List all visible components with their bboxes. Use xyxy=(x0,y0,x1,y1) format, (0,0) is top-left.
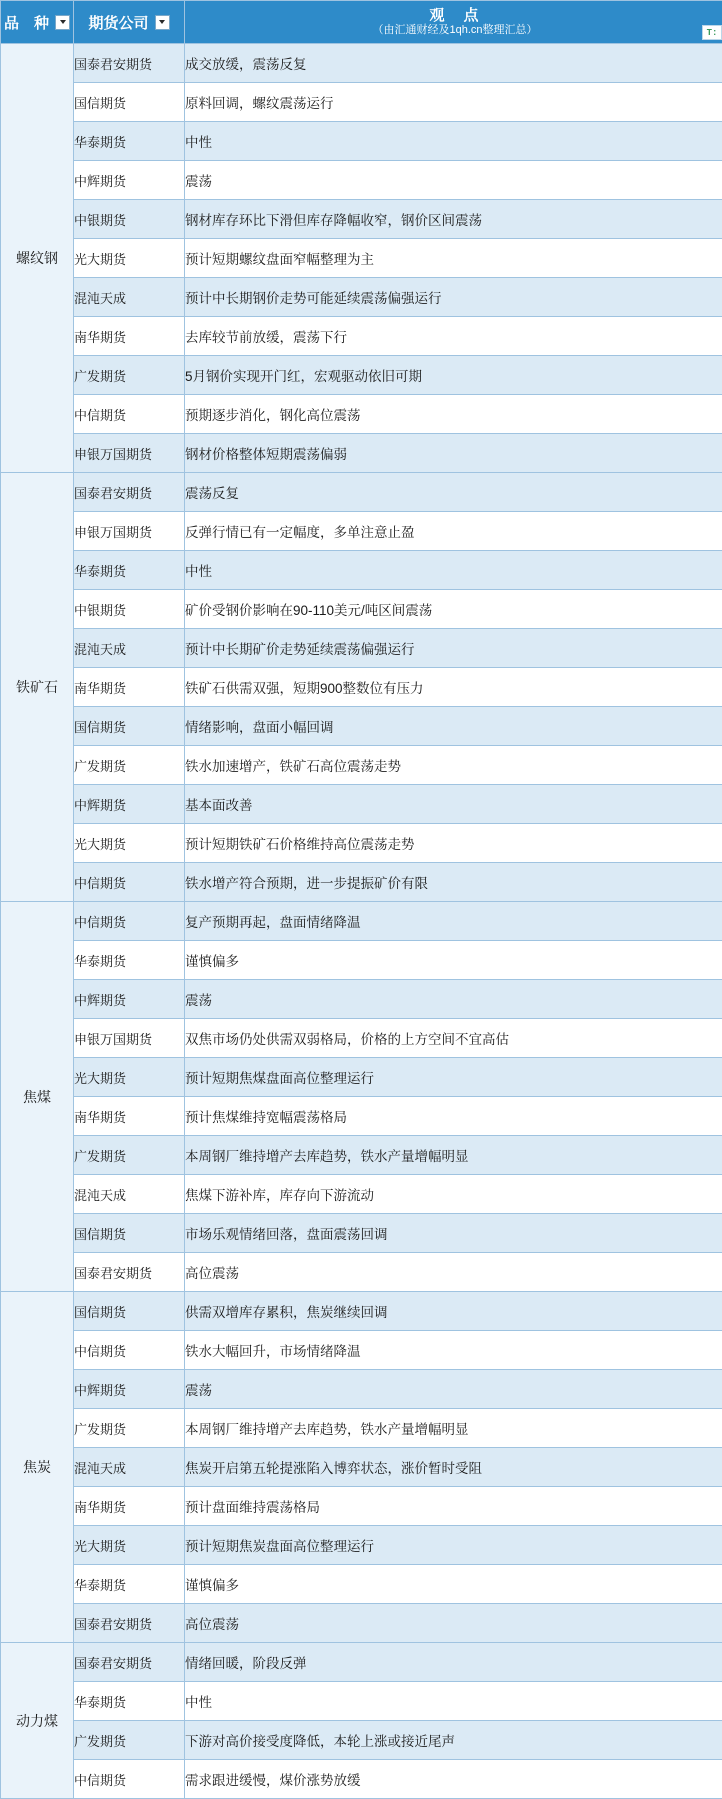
table-row xyxy=(1,122,722,161)
view-cell: 震荡 xyxy=(185,161,722,200)
table-row xyxy=(1,980,722,1019)
table-row xyxy=(1,1643,722,1682)
table-row xyxy=(1,1097,722,1136)
company-cell: 申银万国期货 xyxy=(74,434,185,473)
company-cell: 混沌天成 xyxy=(74,1448,185,1487)
view-cell: 震荡 xyxy=(185,1370,722,1409)
category-cell: 动力煤 xyxy=(1,1643,74,1799)
view-cell: 本周钢厂维持增产去库趋势，铁水产量增幅明显 xyxy=(185,1136,722,1175)
table-body xyxy=(1,44,722,1799)
view-cell: 预计中长期钢价走势可能延续震荡偏强运行 xyxy=(185,278,722,317)
category-cell: 焦煤 xyxy=(1,902,74,1292)
company-cell: 中辉期货 xyxy=(74,785,185,824)
view-cell: 复产预期再起，盘面情绪降温 xyxy=(185,902,722,941)
view-cell: 谨慎偏多 xyxy=(185,1565,722,1604)
table-row xyxy=(1,356,722,395)
header-company xyxy=(74,1,185,44)
view-cell: 震荡 xyxy=(185,980,722,1019)
view-cell: 焦炭开启第五轮提涨陷入博弈状态，涨价暂时受阻 xyxy=(185,1448,722,1487)
company-cell: 中银期货 xyxy=(74,590,185,629)
table-row xyxy=(1,278,722,317)
view-cell: 预计短期铁矿石价格维持高位震荡走势 xyxy=(185,824,722,863)
company-cell: 中信期货 xyxy=(74,863,185,902)
table-row xyxy=(1,863,722,902)
company-cell: 光大期货 xyxy=(74,1058,185,1097)
view-cell: 预计焦煤维持宽幅震荡格局 xyxy=(185,1097,722,1136)
table-row xyxy=(1,395,722,434)
company-cell: 国信期货 xyxy=(74,1292,185,1331)
company-cell: 广发期货 xyxy=(74,1136,185,1175)
table-row xyxy=(1,1526,722,1565)
company-cell: 国泰君安期货 xyxy=(74,44,185,83)
view-cell: 中性 xyxy=(185,122,722,161)
view-cell: 预计短期焦炭盘面高位整理运行 xyxy=(185,1526,722,1565)
company-cell: 南华期货 xyxy=(74,1487,185,1526)
view-cell: 中性 xyxy=(185,551,722,590)
company-cell: 华泰期货 xyxy=(74,122,185,161)
table-row xyxy=(1,629,722,668)
company-cell: 中信期货 xyxy=(74,395,185,434)
table-row xyxy=(1,1175,722,1214)
table-row xyxy=(1,1292,722,1331)
table-row xyxy=(1,239,722,278)
table-row xyxy=(1,746,722,785)
table-row xyxy=(1,668,722,707)
table-row xyxy=(1,1253,722,1292)
company-cell: 中信期货 xyxy=(74,1331,185,1370)
header-category xyxy=(1,1,74,44)
company-cell: 广发期货 xyxy=(74,746,185,785)
table-row xyxy=(1,83,722,122)
category-cell: 焦炭 xyxy=(1,1292,74,1643)
table-row xyxy=(1,512,722,551)
view-cell: 焦煤下游补库，库存向下游流动 xyxy=(185,1175,722,1214)
company-cell: 申银万国期货 xyxy=(74,512,185,551)
view-cell: 情绪影响，盘面小幅回调 xyxy=(185,707,722,746)
view-cell: 高位震荡 xyxy=(185,1604,722,1643)
view-cell: 原料回调，螺纹震荡运行 xyxy=(185,83,722,122)
company-cell: 混沌天成 xyxy=(74,629,185,668)
category-cell: 螺纹钢 xyxy=(1,44,74,473)
view-cell: 预计短期螺纹盘面窄幅整理为主 xyxy=(185,239,722,278)
company-cell: 华泰期货 xyxy=(74,941,185,980)
table-row xyxy=(1,551,722,590)
company-cell: 中信期货 xyxy=(74,1760,185,1799)
view-cell: 预期逐步消化，钢化高位震荡 xyxy=(185,395,722,434)
view-cell: 下游对高价接受度降低，本轮上涨或接近尾声 xyxy=(185,1721,722,1760)
table-row xyxy=(1,902,722,941)
company-cell: 中信期货 xyxy=(74,902,185,941)
view-cell: 去库较节前放缓，震荡下行 xyxy=(185,317,722,356)
view-cell: 双焦市场仍处供需双弱格局，价格的上方空间不宜高估 xyxy=(185,1019,722,1058)
table-row xyxy=(1,473,722,512)
table-row xyxy=(1,1058,722,1097)
table-row xyxy=(1,1370,722,1409)
table-row xyxy=(1,1448,722,1487)
company-cell: 光大期货 xyxy=(74,239,185,278)
header-view-title: 观 点 xyxy=(429,7,480,24)
table-row xyxy=(1,317,722,356)
table-row xyxy=(1,1487,722,1526)
table-row xyxy=(1,1760,722,1799)
company-cell: 华泰期货 xyxy=(74,1682,185,1721)
table-row xyxy=(1,785,722,824)
table-row xyxy=(1,824,722,863)
category-cell: 铁矿石 xyxy=(1,473,74,902)
table-row xyxy=(1,1214,722,1253)
company-cell: 国泰君安期货 xyxy=(74,1253,185,1292)
company-cell: 国信期货 xyxy=(74,707,185,746)
company-cell: 国泰君安期货 xyxy=(74,473,185,512)
table-row xyxy=(1,1019,722,1058)
company-cell: 广发期货 xyxy=(74,356,185,395)
table-row xyxy=(1,161,722,200)
view-cell: 铁水大幅回升，市场情绪降温 xyxy=(185,1331,722,1370)
header-category-label: 品 种 xyxy=(4,12,49,33)
view-cell: 铁水加速增产，铁矿石高位震荡走势 xyxy=(185,746,722,785)
company-cell: 光大期货 xyxy=(74,1526,185,1565)
view-cell: 矿价受钢价影响在90-110美元/吨区间震荡 xyxy=(185,590,722,629)
table-row xyxy=(1,1682,722,1721)
view-cell: 预计中长期矿价走势延续震荡偏强运行 xyxy=(185,629,722,668)
company-cell: 中辉期货 xyxy=(74,161,185,200)
header-view xyxy=(185,1,722,44)
view-cell: 预计短期焦煤盘面高位整理运行 xyxy=(185,1058,722,1097)
table-row xyxy=(1,44,722,83)
table-row xyxy=(1,1331,722,1370)
view-cell: 钢材库存环比下滑但库存降幅收窄，钢价区间震荡 xyxy=(185,200,722,239)
company-cell: 南华期货 xyxy=(74,668,185,707)
company-cell: 中辉期货 xyxy=(74,980,185,1019)
view-cell: 铁矿石供需双强，短期900整数位有压力 xyxy=(185,668,722,707)
company-cell: 南华期货 xyxy=(74,1097,185,1136)
table-row xyxy=(1,200,722,239)
table-row xyxy=(1,1604,722,1643)
table-row xyxy=(1,1409,722,1448)
view-cell: 钢材价格整体短期震荡偏弱 xyxy=(185,434,722,473)
view-cell: 震荡反复 xyxy=(185,473,722,512)
table-corner-tag: T: xyxy=(702,25,722,40)
view-cell: 市场乐观情绪回落，盘面震荡回调 xyxy=(185,1214,722,1253)
company-cell: 华泰期货 xyxy=(74,551,185,590)
filter-dropdown-company-icon[interactable] xyxy=(155,15,170,30)
company-cell: 国泰君安期货 xyxy=(74,1643,185,1682)
table-row xyxy=(1,1565,722,1604)
filter-dropdown-category-icon[interactable] xyxy=(55,15,70,30)
view-cell: 谨慎偏多 xyxy=(185,941,722,980)
view-cell: 预计盘面维持震荡格局 xyxy=(185,1487,722,1526)
view-cell: 铁水增产符合预期，进一步提振矿价有限 xyxy=(185,863,722,902)
table-row xyxy=(1,707,722,746)
company-cell: 中辉期货 xyxy=(74,1370,185,1409)
table-row xyxy=(1,590,722,629)
view-cell: 高位震荡 xyxy=(185,1253,722,1292)
company-cell: 华泰期货 xyxy=(74,1565,185,1604)
header-company-label: 期货公司 xyxy=(88,12,148,33)
company-cell: 光大期货 xyxy=(74,824,185,863)
view-cell: 供需双增库存累积，焦炭继续回调 xyxy=(185,1292,722,1331)
table-row xyxy=(1,434,722,473)
header-view-subtitle: （由汇通财经及1qh.cn整理汇总） xyxy=(372,24,537,37)
view-cell: 5月钢价实现开门红，宏观驱动依旧可期 xyxy=(185,356,722,395)
company-cell: 南华期货 xyxy=(74,317,185,356)
table-row xyxy=(1,1721,722,1760)
company-cell: 中银期货 xyxy=(74,200,185,239)
table-row xyxy=(1,941,722,980)
company-cell: 广发期货 xyxy=(74,1409,185,1448)
view-cell: 基本面改善 xyxy=(185,785,722,824)
company-cell: 申银万国期货 xyxy=(74,1019,185,1058)
company-cell: 混沌天成 xyxy=(74,278,185,317)
company-cell: 国信期货 xyxy=(74,83,185,122)
table-header xyxy=(1,1,722,44)
company-cell: 国泰君安期货 xyxy=(74,1604,185,1643)
company-cell: 国信期货 xyxy=(74,1214,185,1253)
company-cell: 混沌天成 xyxy=(74,1175,185,1214)
view-cell: 需求跟进缓慢，煤价涨势放缓 xyxy=(185,1760,722,1799)
view-cell: 本周钢厂维持增产去库趋势，铁水产量增幅明显 xyxy=(185,1409,722,1448)
company-cell: 广发期货 xyxy=(74,1721,185,1760)
view-cell: 成交放缓，震荡反复 xyxy=(185,44,722,83)
view-cell: 反弹行情已有一定幅度，多单注意止盈 xyxy=(185,512,722,551)
view-cell: 中性 xyxy=(185,1682,722,1721)
view-cell: 情绪回暖，阶段反弹 xyxy=(185,1643,722,1682)
table-row xyxy=(1,1136,722,1175)
